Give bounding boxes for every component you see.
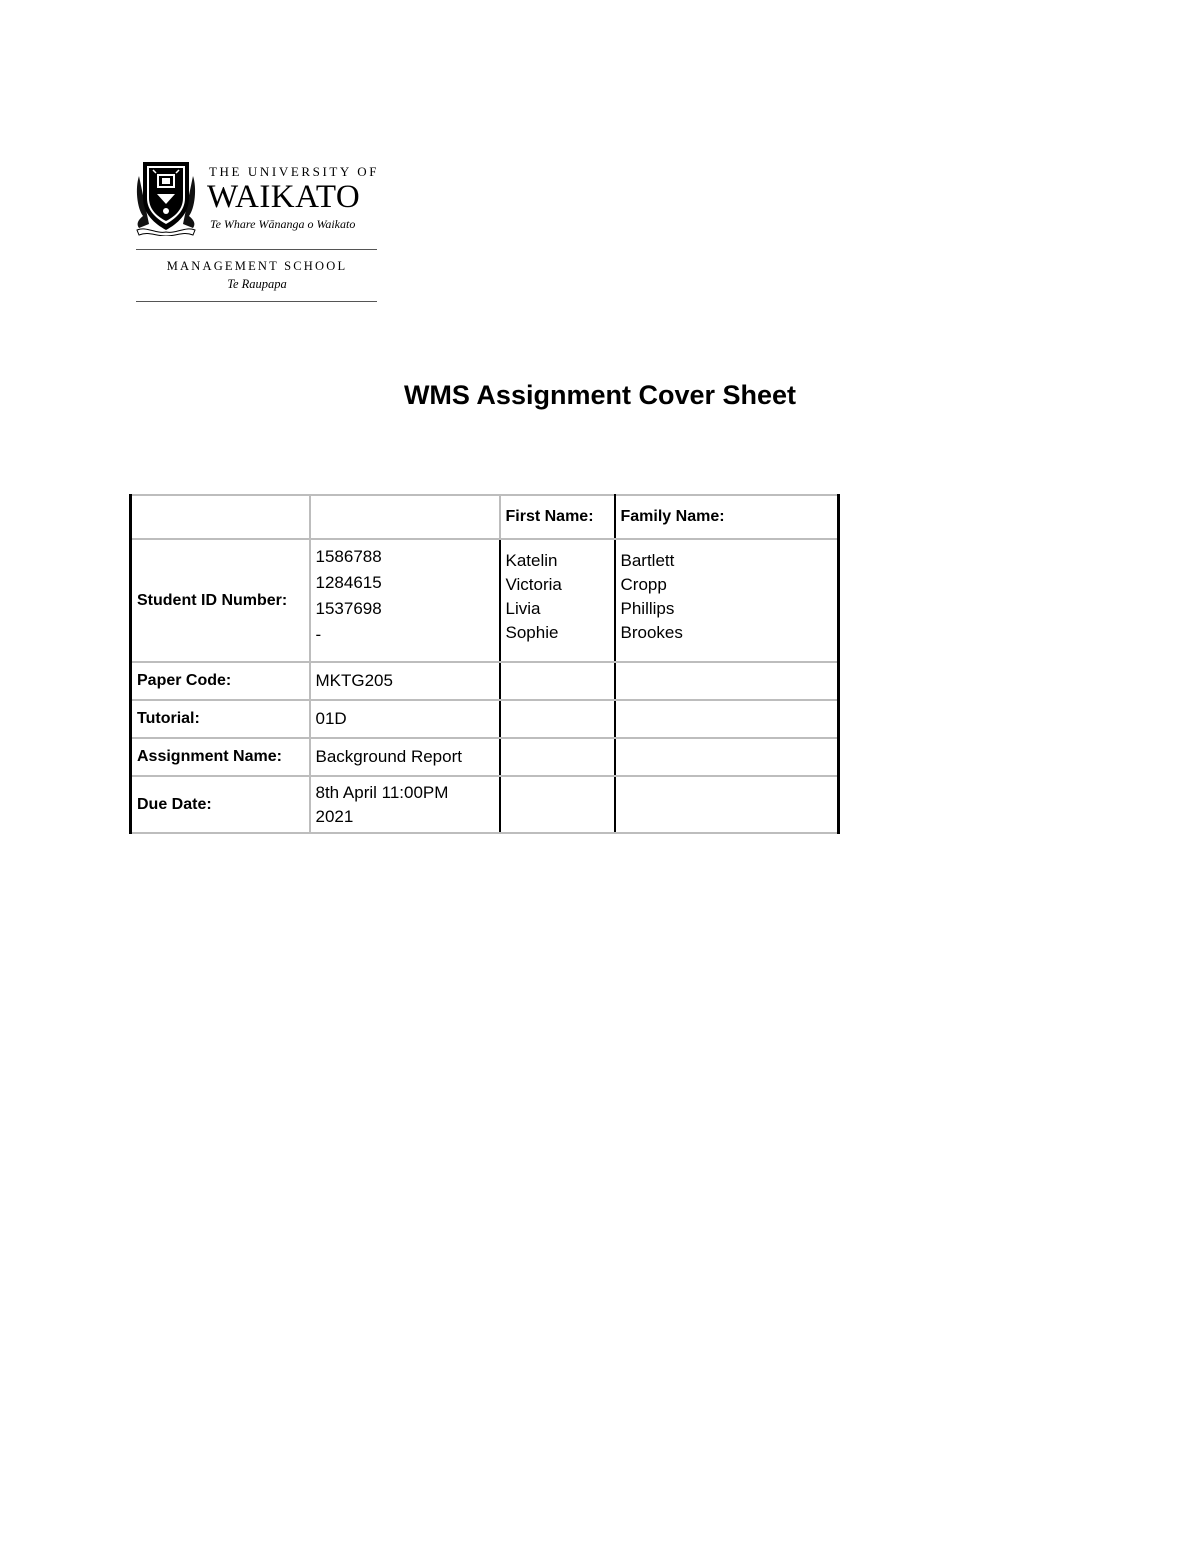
family-name-value: Brookes — [620, 623, 683, 642]
student-id-value: 1537698 — [315, 599, 382, 618]
logo-divider-top — [136, 249, 377, 250]
family-name-value: Phillips — [620, 599, 675, 618]
empty-cell — [500, 738, 615, 776]
tutorial-value: 01D — [310, 700, 500, 738]
first-name-values — [500, 539, 615, 662]
family-name-values — [615, 539, 839, 662]
header-empty-cell — [131, 495, 310, 539]
header-empty-cell — [310, 495, 500, 539]
logo-line-waikato: WAIKATO — [207, 179, 361, 215]
tutorial-label: Tutorial: — [131, 700, 310, 738]
due-date-value — [310, 776, 500, 833]
paper-code-row — [131, 662, 839, 700]
assignment-name-label: Assignment Name: — [131, 738, 310, 776]
university-logo — [133, 158, 381, 308]
logo-line-maori-name: Te Whare Wānanga o Waikato — [210, 217, 356, 231]
first-name-header: First Name: — [500, 495, 615, 539]
empty-cell — [615, 662, 839, 700]
table-header-row — [131, 495, 839, 539]
family-name-value: Cropp — [620, 575, 667, 594]
page-title: WMS Assignment Cover Sheet — [403, 380, 797, 410]
due-date-label: Due Date: — [131, 776, 310, 833]
student-id-value: - — [315, 625, 322, 644]
student-id-row — [131, 539, 839, 662]
first-name-value: Victoria — [505, 575, 562, 594]
assignment-name-row — [131, 738, 839, 776]
empty-cell — [500, 662, 615, 700]
logo-divider-bottom — [136, 301, 377, 302]
assignment-name-value: Background Report — [310, 738, 500, 776]
family-name-header: Family Name: — [615, 495, 839, 539]
logo-school-name: MANAGEMENT SCHOOL — [166, 259, 348, 273]
due-date-row — [131, 776, 839, 833]
paper-code-value: MKTG205 — [310, 662, 500, 700]
first-name-value: Katelin — [505, 551, 558, 570]
student-id-label: Student ID Number: — [131, 539, 310, 662]
student-id-value: 1284615 — [315, 573, 382, 592]
paper-code-label: Paper Code: — [131, 662, 310, 700]
logo-school-subtitle: Te Raupapa — [227, 277, 287, 291]
cover-sheet-table — [129, 494, 840, 834]
first-name-value: Sophie — [505, 623, 559, 642]
empty-cell — [615, 776, 839, 833]
empty-cell — [615, 700, 839, 738]
first-name-value: Livia — [505, 599, 541, 618]
logo-line-university-of: THE UNIVERSITY OF — [209, 164, 380, 179]
student-id-value: 1586788 — [315, 547, 382, 566]
due-date-line: 2021 — [315, 806, 354, 826]
empty-cell — [500, 700, 615, 738]
university-crest-icon — [135, 158, 197, 236]
family-name-value: Bartlett — [620, 551, 675, 570]
tutorial-row — [131, 700, 839, 738]
empty-cell — [500, 776, 615, 833]
student-id-values — [310, 539, 500, 662]
empty-cell — [615, 738, 839, 776]
due-date-line: 8th April 11:00PM — [315, 782, 449, 802]
